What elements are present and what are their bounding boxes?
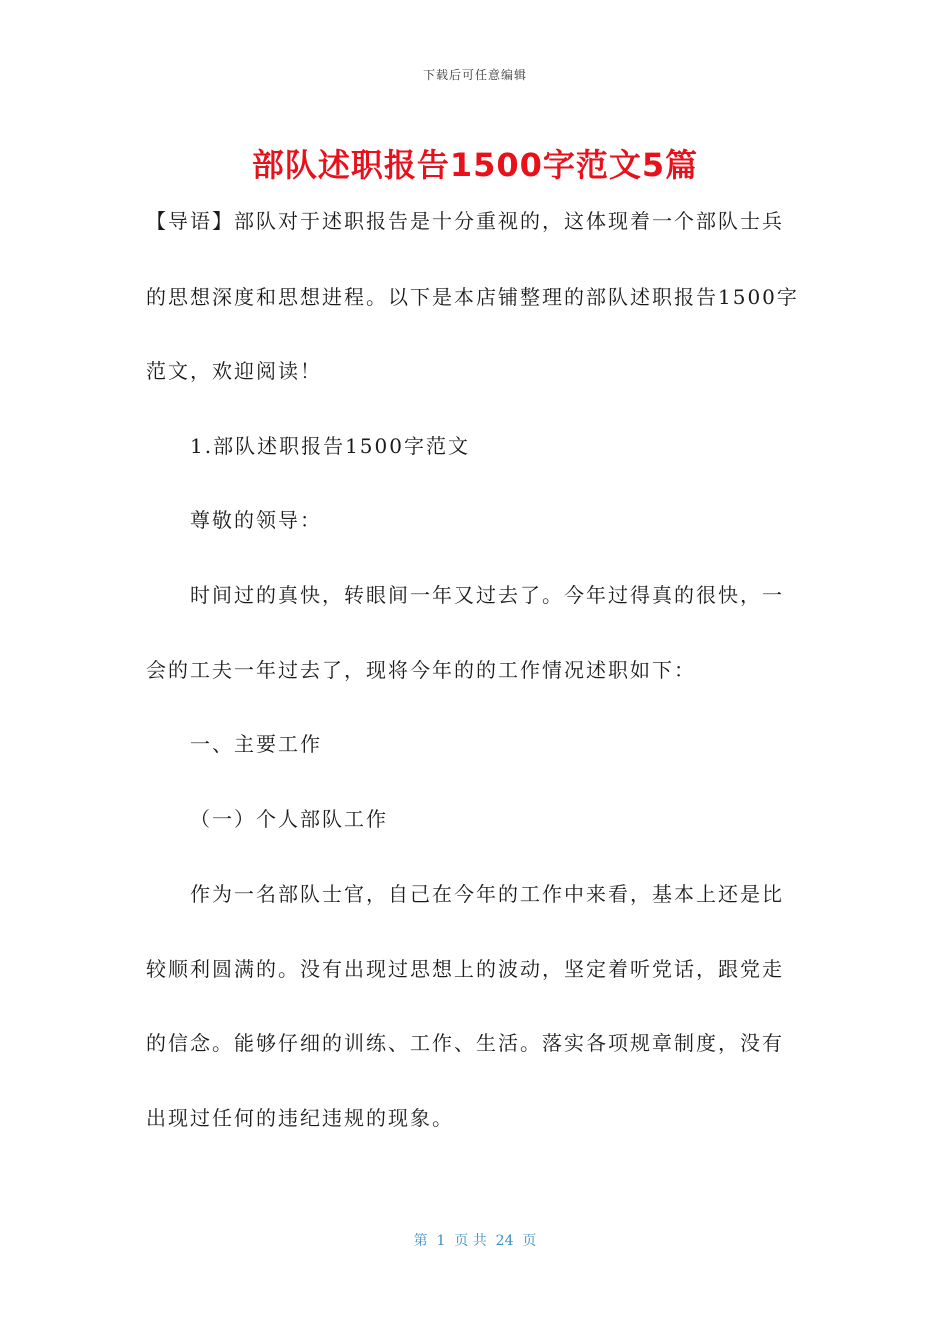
subheading-main-work: 一、主要工作 bbox=[190, 732, 322, 756]
section-heading-1: 1.部队述职报告1500字范文 bbox=[190, 434, 470, 458]
paragraph-line-opening-1: 时间过的真快，转眼间一年又过去了。今年过得真的很快，一 bbox=[190, 583, 784, 607]
paragraph-line-body-4: 出现过任何的违纪违规的现象。 bbox=[146, 1106, 454, 1130]
header-note: 下载后可任意编辑 bbox=[422, 68, 527, 82]
subheading-personal-work: （一）个人部队工作 bbox=[190, 807, 388, 831]
paragraph-line-body-1: 作为一名部队士官，自己在今年的工作中来看，基本上还是比 bbox=[190, 882, 784, 906]
paragraph-line-intro-2: 的思想深度和思想进程。以下是本店铺整理的部队述职报告1500字 bbox=[146, 285, 799, 309]
paragraph-line-opening-2: 会的工夫一年过去了，现将今年的的工作情况述职如下： bbox=[146, 658, 696, 682]
paragraph-line-body-2: 较顺利圆满的。没有出现过思想上的波动，坚定着听党话，跟党走 bbox=[146, 957, 784, 981]
paragraph-line-intro-1: 【导语】部队对于述职报告是十分重视的，这体现着一个部队士兵 bbox=[146, 209, 784, 233]
page-number-footer: 第 1 页 共 24 页 bbox=[413, 1233, 537, 1249]
paragraph-line-intro-3: 范文，欢迎阅读！ bbox=[146, 359, 322, 383]
document-title: 部队述职报告1500字范文5篇 bbox=[251, 146, 699, 184]
salutation: 尊敬的领导： bbox=[190, 508, 322, 532]
paragraph-line-body-3: 的信念。能够仔细的训练、工作、生活。落实各项规章制度，没有 bbox=[146, 1031, 784, 1055]
